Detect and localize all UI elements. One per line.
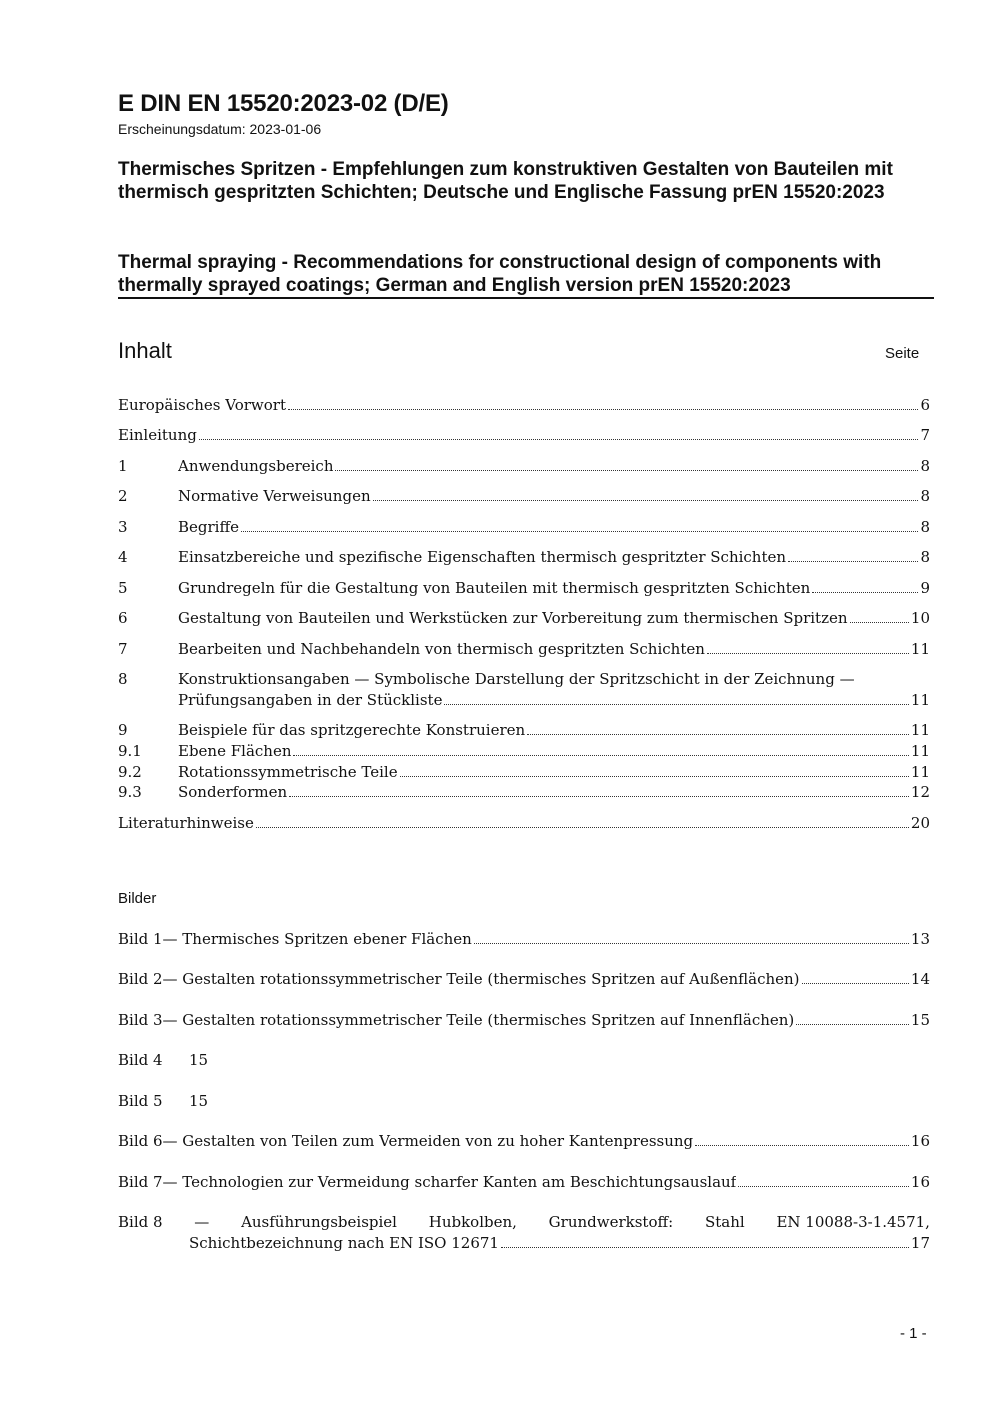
toc-entry-text: Einsatzbereiche und spezifische Eigenschaften thermisch gespritzter Schichten	[178, 548, 787, 566]
toc-entry-text: Bearbeiten und Nachbehandeln von thermisch gespritzten Schichten	[178, 640, 705, 658]
figure-title-word: Ausführungsbeispiel	[241, 1213, 397, 1231]
toc-entry-5[interactable]	[118, 578, 930, 599]
toc-entry-page: 11	[910, 763, 930, 781]
toc-leader-dots	[289, 796, 909, 797]
figure-page: 16	[910, 1173, 930, 1191]
toc-leader-dots	[199, 439, 919, 440]
toc-entry-text-continued: Prüfungsangaben in der Stückliste	[178, 691, 443, 709]
toc-leader-dots	[256, 827, 909, 828]
toc-leader-dots	[812, 592, 918, 593]
title-english: Thermal spraying - Recommendations for constructional design of components with thermally sprayed coatings; German and English version prEN 15520:2023	[118, 252, 882, 296]
figure-title-word: Stahl	[704, 1213, 745, 1231]
figure-label: Bild 1	[118, 930, 163, 948]
toc-leader-dots	[373, 500, 919, 501]
figure-entry-6[interactable]	[118, 1131, 930, 1152]
toc-entry-7[interactable]	[118, 639, 930, 660]
toc-entry-3[interactable]	[118, 517, 930, 538]
toc-entry-page: 8	[920, 548, 930, 566]
figure-page: 16	[910, 1132, 930, 1150]
figure-title: — Gestalten rotationssymmetrischer Teile (thermisches Spritzen auf Innenflächen)	[162, 1011, 795, 1029]
toc-entry-number: 4	[118, 548, 128, 566]
figure-entry-7[interactable]	[118, 1172, 930, 1193]
toc-entry-page: 11	[910, 691, 930, 709]
toc-entry-page: 9	[920, 579, 930, 597]
toc-entry-page: 7	[920, 426, 930, 444]
figure-page: 15	[910, 1011, 930, 1029]
toc-entry-page: 8	[920, 487, 930, 505]
toc-leader-dots	[695, 1145, 909, 1146]
toc-entry-9-1[interactable]	[118, 741, 930, 762]
figure-label: Bild 6	[118, 1132, 163, 1150]
toc-entry-text: Literaturhinweise	[118, 814, 254, 832]
toc-leader-dots	[788, 561, 918, 562]
toc-entry-number: 7	[118, 640, 128, 658]
toc-entry-6[interactable]	[118, 608, 930, 629]
figure-title: — Gestalten von Teilen zum Vermeiden von zu hoher Kantenpressung	[162, 1132, 694, 1150]
toc-leader-dots	[293, 755, 908, 756]
toc-leader-dots	[707, 653, 909, 654]
toc-leader-dots	[241, 531, 918, 532]
toc-page-label: Seite	[885, 345, 920, 362]
toc-entry-page: 8	[920, 518, 930, 536]
toc-entry-text: Normative Verweisungen	[178, 487, 371, 505]
standard-id: E DIN EN 15520:2023-02 (D/E)	[118, 90, 449, 117]
figure-label: Bild 8	[118, 1213, 163, 1231]
toc-leader-dots	[501, 1247, 909, 1248]
figure-entry-3[interactable]	[118, 1010, 930, 1031]
toc-entry-2[interactable]	[118, 486, 930, 507]
toc-leader-dots	[527, 734, 909, 735]
figure-page: 15	[189, 1051, 209, 1069]
toc-entry-text: Europäisches Vorwort	[118, 396, 286, 414]
figure-page: 14	[910, 970, 930, 988]
toc-entry-introduction[interactable]	[118, 425, 930, 446]
toc-entry-number: 1	[118, 457, 128, 475]
toc-heading: Inhalt	[118, 338, 172, 363]
figure-page: 17	[910, 1234, 930, 1252]
toc-leader-dots	[796, 1024, 909, 1025]
toc-entry-page: 20	[910, 814, 930, 832]
toc-entry-page: 12	[910, 783, 930, 801]
toc-leader-dots	[444, 704, 908, 705]
toc-entry-number: 6	[118, 609, 128, 627]
toc-entry-text: Anwendungsbereich	[178, 457, 334, 475]
toc-entry-text: Konstruktionsangaben — Symbolische Darstellung der Spritzschicht in der Zeichnung —	[178, 670, 855, 688]
toc-entry-number: 9.1	[118, 742, 142, 760]
figure-title-word: Hubkolben,	[428, 1213, 517, 1231]
figure-page: 15	[189, 1092, 209, 1110]
figure-entry-1[interactable]	[118, 929, 930, 950]
toc-leader-dots	[400, 776, 909, 777]
toc-leader-dots	[335, 470, 918, 471]
toc-entry-page: 10	[910, 609, 930, 627]
figure-label: Bild 4	[118, 1051, 163, 1069]
toc-entry-number: 9.2	[118, 763, 142, 781]
figure-page: 13	[910, 930, 930, 948]
toc-entry-9-2[interactable]	[118, 762, 930, 783]
toc-leader-dots	[850, 622, 909, 623]
toc-entry-text: Begriffe	[178, 518, 240, 536]
toc-entry-page: 11	[910, 640, 930, 658]
figure-title-word: —	[194, 1213, 210, 1231]
toc-leader-dots	[802, 983, 909, 984]
toc-entry-9-3[interactable]	[118, 782, 930, 803]
toc-entry-8[interactable]	[118, 669, 930, 711]
figure-label: Bild 3	[118, 1011, 163, 1029]
toc-entry-9[interactable]	[118, 720, 930, 741]
figure-title-word: EN 10088-3-1.4571,	[776, 1213, 930, 1231]
figures-heading: Bilder	[118, 890, 157, 907]
toc-entry-1[interactable]	[118, 456, 930, 477]
figure-title: — Gestalten rotationssymmetrischer Teile (thermisches Spritzen auf Außenflächen)	[162, 970, 800, 988]
title-divider	[118, 297, 934, 299]
publication-date: Erscheinungsdatum: 2023-01-06	[118, 121, 322, 137]
toc-entry-page: 6	[920, 396, 930, 414]
figure-label: Bild 7	[118, 1173, 163, 1191]
toc-leader-dots	[738, 1186, 909, 1187]
figure-entry-4[interactable]	[118, 1050, 930, 1071]
figure-entry-8[interactable]	[118, 1212, 930, 1254]
toc-entry-text: Sonderformen	[178, 783, 288, 801]
figure-entry-5[interactable]	[118, 1091, 930, 1112]
toc-entry-text: Ebene Flächen	[178, 742, 292, 760]
figure-title: — Technologien zur Vermeidung scharfer Kanten am Beschichtungsauslauf	[162, 1173, 737, 1191]
toc-entry-number: 9	[118, 721, 128, 739]
toc-entry-number: 2	[118, 487, 128, 505]
toc-entry-text: Rotationssymmetrische Teile	[178, 763, 398, 781]
toc-entry-foreword[interactable]	[118, 395, 930, 416]
toc-leader-dots	[474, 943, 909, 944]
figure-title: — Thermisches Spritzen ebener Flächen	[162, 930, 472, 948]
toc-entry-number: 8	[118, 670, 128, 688]
toc-entry-text: Beispiele für das spritzgerechte Konstruieren	[178, 721, 526, 739]
title-german: Thermisches Spritzen - Empfehlungen zum konstruktiven Gestalten von Bauteilen mit thermisch gespritzten Schichten; Deutsche und Englische Fassung prEN 15520:2023	[118, 159, 893, 203]
toc-entry-bibliography[interactable]	[118, 813, 930, 834]
figure-title-word: Grundwerkstoff:	[548, 1213, 674, 1231]
toc-entry-number: 3	[118, 518, 128, 536]
toc-entry-text: Gestaltung von Bauteilen und Werkstücken zur Vorbereitung zum thermischen Spritzen	[178, 609, 848, 627]
toc-entry-page: 11	[910, 742, 930, 760]
toc-entry-text: Grundregeln für die Gestaltung von Bauteilen mit thermisch gespritzten Schichten	[178, 579, 811, 597]
figure-entry-2[interactable]	[118, 969, 930, 990]
toc-entry-page: 11	[910, 721, 930, 739]
toc-entry-4[interactable]	[118, 547, 930, 568]
toc-entry-page: 8	[920, 457, 930, 475]
figure-label: Bild 5	[118, 1092, 163, 1110]
toc-entry-number: 5	[118, 579, 128, 597]
page-number: - 1 -	[900, 1325, 927, 1342]
figure-title-continued: Schichtbezeichnung nach EN ISO 12671	[189, 1234, 499, 1252]
toc-leader-dots	[288, 409, 918, 410]
toc-entry-number: 9.3	[118, 783, 142, 801]
toc-entry-text: Einleitung	[118, 426, 197, 444]
figure-label: Bild 2	[118, 970, 163, 988]
